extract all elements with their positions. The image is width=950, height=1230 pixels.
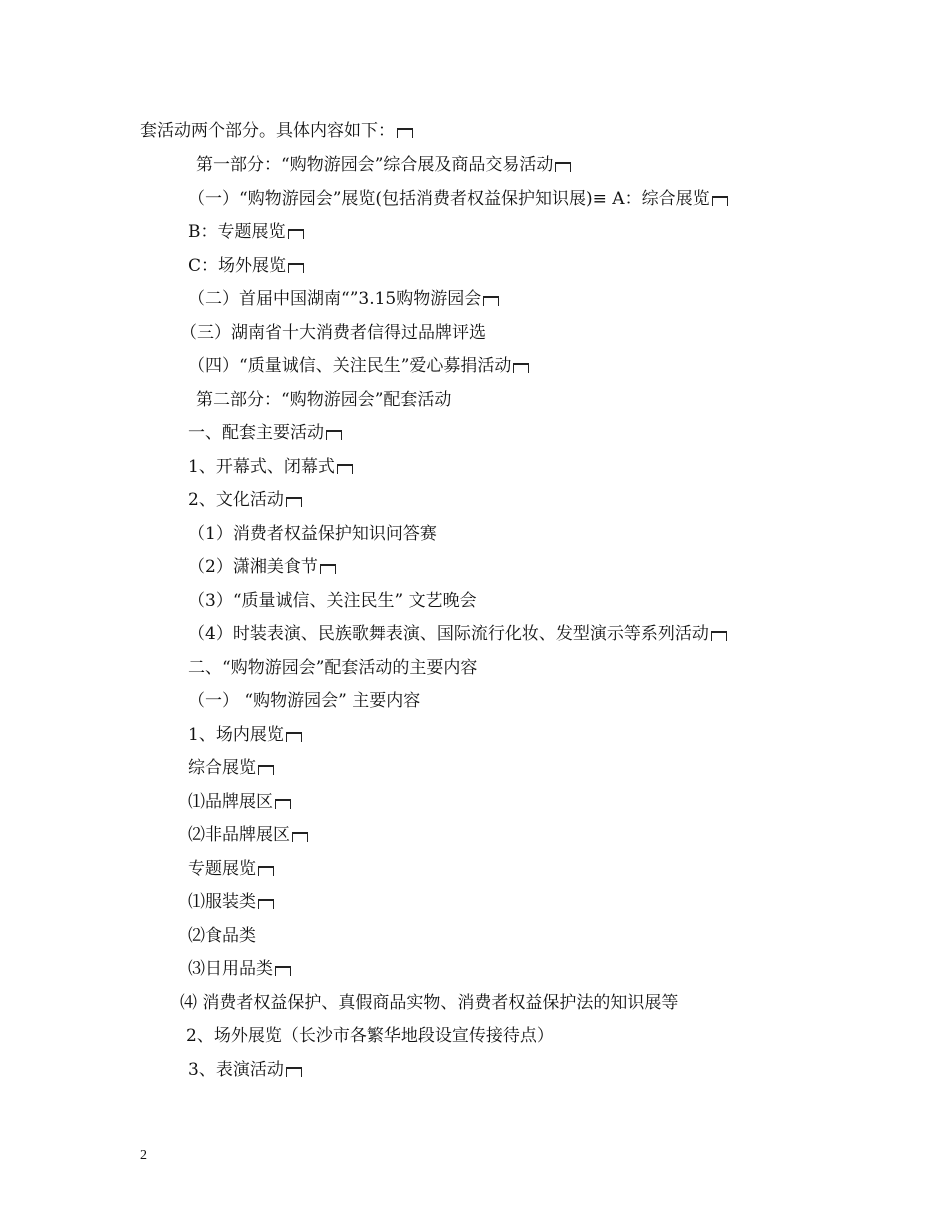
text-line: （三）湖南省十大消费者信得过品牌评选 [180,323,486,343]
text-line: ⑶日用品类 [188,958,291,980]
text-line: （4）时装表演、民族歌舞表演、国际流行化妆、发型演示等系列活动 [188,623,727,645]
text-line: ⑴品牌展区 [188,791,291,813]
text-line: 2、文化活动 [188,489,302,511]
paragraph-mark-icon [292,832,308,842]
text-line: ⑵非品牌展区 [188,824,308,846]
text-line: 一、配套主要活动 [188,422,342,444]
text-line: （二）首届中国湖南“”3.15购物游园会 [188,288,499,310]
text-line: ⑴服装类 [188,891,274,913]
text-line: 3、表演活动 [188,1059,302,1081]
paragraph-mark-icon [286,732,302,742]
paragraph-mark-icon [712,196,728,206]
paragraph-mark-icon [483,296,499,306]
paragraph-mark-icon [320,564,336,574]
paragraph-mark-icon [258,899,274,909]
paragraph-mark-icon [513,363,529,373]
text-line: ⑷ 消费者权益保护、真假商品实物、消费者权益保护法的知识展等 [180,993,679,1013]
paragraph-mark-icon [337,464,353,474]
paragraph-mark-icon [286,497,302,507]
text-line: 专题展览 [188,858,274,880]
text-line: （一） “购物游园会” 主要内容 [188,691,421,711]
paragraph-mark-icon [326,430,342,440]
text-line: 套活动两个部分。具体内容如下： [140,120,413,142]
text-line: B：专题展览 [188,221,304,243]
text-line: ⑵食品类 [188,926,256,946]
paragraph-mark-icon [258,866,274,876]
paragraph-mark-icon [286,1067,302,1077]
text-line: （2）潇湘美食节 [188,556,336,578]
text-line: C：场外展览 [188,255,304,277]
text-line: （四）“质量诚信、关注民生”爱心募捐活动 [188,355,529,377]
text-line: 第一部分：“购物游园会”综合展及商品交易活动 [196,154,571,176]
text-line: （一）“购物游园会”展览(包括消费者权益保护知识展)≡ A：综合展览 [188,188,728,210]
paragraph-mark-icon [288,263,304,273]
paragraph-mark-icon [275,966,291,976]
text-line: 第二部分：“购物游园会”配套活动 [196,390,452,410]
paragraph-mark-icon [275,799,291,809]
text-line: 2、场外展览（长沙市各繁华地段设宣传接待点） [186,1026,554,1046]
paragraph-mark-icon [397,128,413,138]
text-line: 二、“购物游园会”配套活动的主要内容 [188,658,478,678]
text-line: 综合展览 [188,757,274,779]
paragraph-mark-icon [711,631,727,641]
paragraph-mark-icon [555,162,571,172]
text-line: 1、场内展览 [188,724,302,746]
text-line: （3）“质量诚信、关注民生” 文艺晚会 [188,591,477,611]
page-number: 2 [140,1148,147,1163]
paragraph-mark-icon [288,229,304,239]
text-line: 1、开幕式、闭幕式 [188,456,353,478]
text-line: （1）消费者权益保护知识问答赛 [188,524,437,544]
paragraph-mark-icon [258,765,274,775]
